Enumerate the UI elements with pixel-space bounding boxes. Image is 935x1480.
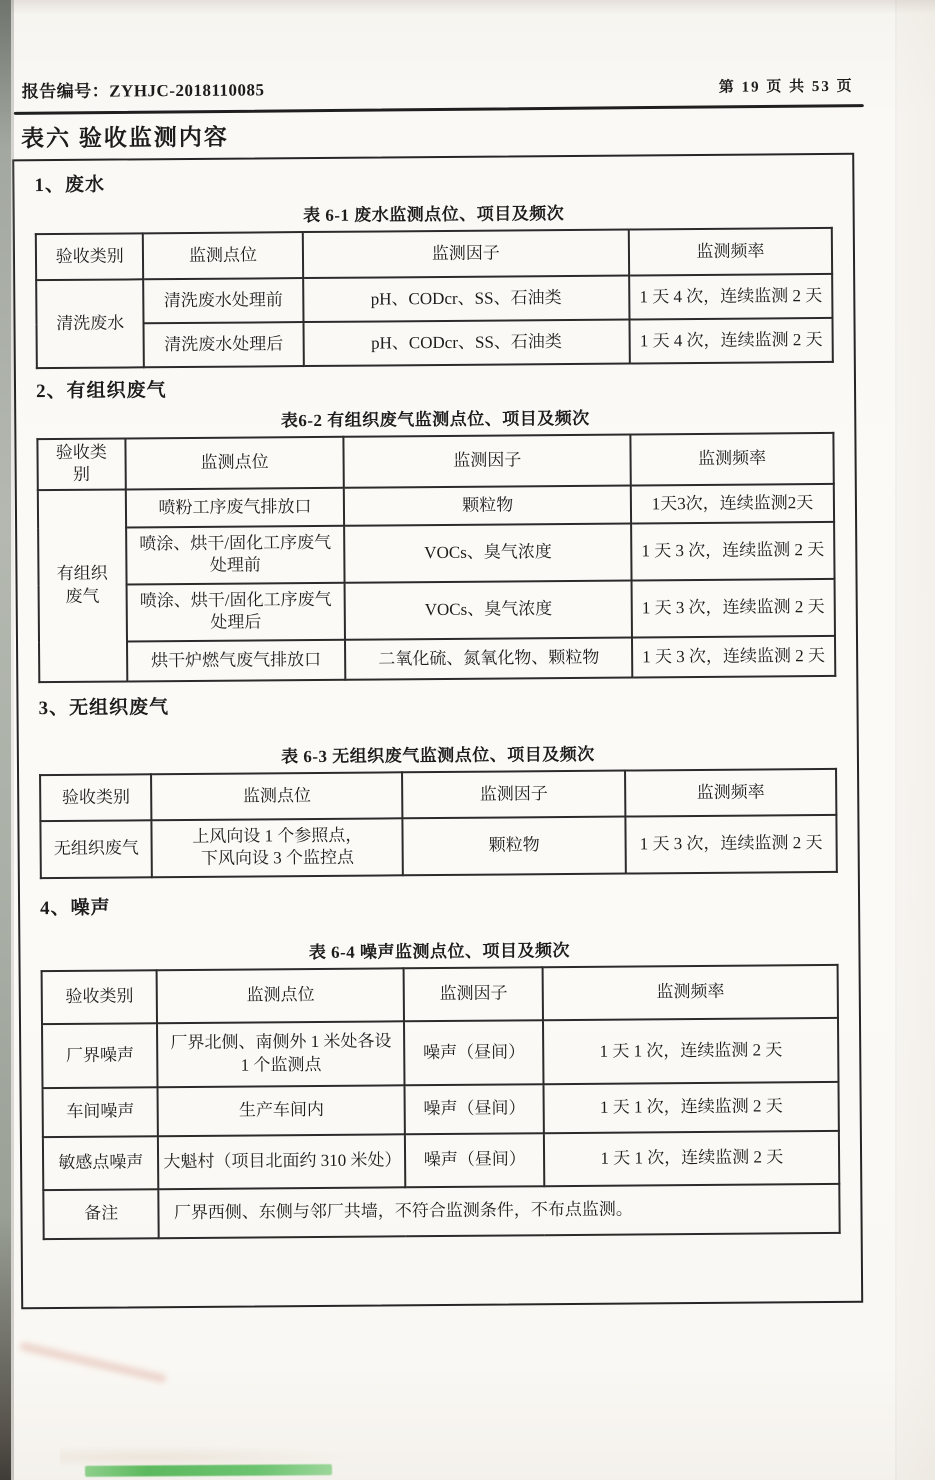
cell-frequency: 1 天 3 次，连续监测 2 天 bbox=[632, 579, 835, 638]
report-number: 报告编号：ZYHJC-2018110085 bbox=[21, 80, 265, 102]
table-row bbox=[38, 484, 834, 528]
page-title: 表六 验收监测内容 bbox=[20, 124, 229, 152]
table-header-row bbox=[36, 228, 832, 280]
cell-point: 喷涂、烘干/固化工序废气 处理后 bbox=[126, 583, 345, 642]
table-caption-6-3: 表 6-3 无组织废气监测点位、项目及频次 bbox=[280, 744, 595, 767]
table-row bbox=[36, 274, 832, 324]
cell-point: 上风向设 1 个参照点， 下风向设 3 个监控点 bbox=[152, 818, 403, 877]
cell-point: 清洗废水处理后 bbox=[144, 322, 304, 367]
cell-frequency: 1 天 3 次，连续监测 2 天 bbox=[632, 636, 835, 678]
cell-frequency: 1 天 1 次，连续监测 2 天 bbox=[544, 1131, 839, 1186]
cell-factor: 噪声（昼间） bbox=[405, 1133, 545, 1187]
cell-factor: VOCs、臭气浓度 bbox=[345, 523, 632, 582]
table-row bbox=[40, 815, 836, 878]
cell-category: 车间噪声 bbox=[43, 1087, 159, 1137]
table-header-row bbox=[42, 965, 838, 1024]
column-header-category: 验收类别 bbox=[36, 233, 144, 280]
cell-frequency: 1 天 4 次，连续监测 2 天 bbox=[629, 318, 832, 364]
column-header-category: 验收类别 bbox=[40, 774, 152, 821]
cell-factor: 二氧化硫、氮氧化物、颗粒物 bbox=[345, 637, 632, 679]
organized-gas-monitoring-table bbox=[36, 432, 836, 683]
scan-edge-left bbox=[0, 0, 11, 1480]
column-header-point: 监测点位 bbox=[143, 232, 303, 279]
cell-note-label: 备注 bbox=[43, 1189, 159, 1239]
cell-frequency: 1天3次，连续监测2天 bbox=[631, 484, 834, 524]
column-header-frequency: 监测频率 bbox=[630, 433, 833, 485]
column-header-factor: 监测因子 bbox=[402, 770, 625, 818]
cell-factor: 噪声（昼间） bbox=[404, 1020, 544, 1085]
table-caption-6-1: 表 6-1 废水监测点位、项目及频次 bbox=[302, 204, 565, 226]
cell-frequency: 1 天 3 次，连续监测 2 天 bbox=[625, 815, 836, 874]
cell-point: 生产车间内 bbox=[158, 1085, 405, 1136]
cell-category: 无组织废气 bbox=[40, 820, 152, 878]
section-heading-fugitive-gas: 3、无组织废气 bbox=[38, 697, 170, 720]
column-header-factor: 监测因子 bbox=[344, 434, 631, 487]
table-row bbox=[39, 579, 835, 642]
cell-frequency: 1 天 3 次，连续监测 2 天 bbox=[631, 522, 834, 581]
column-header-category: 验收类别 bbox=[42, 970, 158, 1024]
table-row bbox=[37, 318, 833, 368]
table-row bbox=[43, 1131, 839, 1190]
cell-point: 喷粉工序废气排放口 bbox=[125, 488, 344, 528]
cell-frequency: 1 天 1 次，连续监测 2 天 bbox=[544, 1082, 839, 1133]
column-header-frequency: 监测频率 bbox=[625, 769, 836, 817]
column-header-frequency: 监测频率 bbox=[629, 228, 832, 276]
cell-point: 大魁村（项目北面约 310 米处） bbox=[158, 1134, 405, 1189]
table-header-row bbox=[40, 769, 836, 821]
column-header-factor: 监测因子 bbox=[302, 230, 629, 279]
table-row bbox=[42, 1018, 838, 1088]
column-header-factor: 监测因子 bbox=[404, 967, 544, 1021]
cell-point: 喷涂、烘干/固化工序废气 处理前 bbox=[126, 526, 345, 585]
table-note-row bbox=[43, 1184, 839, 1239]
cell-factor: pH、CODcr、SS、石油类 bbox=[303, 276, 630, 323]
content-frame bbox=[12, 153, 863, 1310]
column-header-point: 监测点位 bbox=[151, 772, 402, 820]
column-header-category: 验收类 别 bbox=[37, 438, 125, 490]
cell-factor: pH、CODcr、SS、石油类 bbox=[303, 320, 630, 367]
cell-category: 敏感点噪声 bbox=[43, 1136, 159, 1190]
fugitive-gas-monitoring-table bbox=[39, 768, 838, 879]
table-row bbox=[38, 522, 834, 585]
table-header-row bbox=[37, 433, 833, 490]
column-header-point: 监测点位 bbox=[125, 437, 344, 490]
cell-point: 清洗废水处理前 bbox=[144, 278, 304, 323]
table-caption-6-2: 表6-2 有组织废气监测点位、项目及频次 bbox=[280, 408, 590, 431]
table-row bbox=[39, 636, 835, 682]
cell-category: 清洗废水 bbox=[36, 279, 144, 368]
scan-artifact-green-strip bbox=[85, 1464, 332, 1477]
table-row bbox=[43, 1082, 839, 1137]
cell-category: 有组织 废气 bbox=[38, 489, 127, 682]
section-heading-noise: 4、噪声 bbox=[40, 897, 111, 920]
cell-point: 厂界北侧、南侧外 1 米处各设 1 个监测点 bbox=[157, 1021, 404, 1087]
cell-point: 烘干炉燃气废气排放口 bbox=[127, 640, 346, 682]
page-indicator: 第 19 页 共 53 页 bbox=[718, 78, 854, 96]
cell-frequency: 1 天 4 次，连续监测 2 天 bbox=[629, 274, 832, 320]
noise-monitoring-table bbox=[41, 964, 841, 1240]
cell-factor: 颗粒物 bbox=[403, 816, 626, 875]
cell-frequency: 1 天 1 次，连续监测 2 天 bbox=[543, 1018, 838, 1084]
header-divider bbox=[14, 104, 864, 115]
section-heading-organized-gas: 2、有组织废气 bbox=[35, 380, 167, 403]
cell-note-text: 厂界西侧、东侧与邻厂共墙，不符合监测条件，不布点监测。 bbox=[159, 1184, 840, 1238]
column-header-frequency: 监测频率 bbox=[543, 965, 838, 1020]
table-caption-6-4: 表 6-4 噪声监测点位、项目及频次 bbox=[308, 940, 571, 962]
column-header-point: 监测点位 bbox=[157, 968, 404, 1023]
cell-factor: 颗粒物 bbox=[344, 485, 631, 525]
cell-category: 厂界噪声 bbox=[42, 1023, 158, 1088]
page-header bbox=[22, 71, 854, 103]
section-heading-wastewater: 1、废水 bbox=[34, 174, 106, 197]
cell-factor: VOCs、臭气浓度 bbox=[345, 580, 632, 639]
cell-factor: 噪声（昼间） bbox=[405, 1084, 545, 1134]
wastewater-monitoring-table bbox=[35, 227, 834, 369]
